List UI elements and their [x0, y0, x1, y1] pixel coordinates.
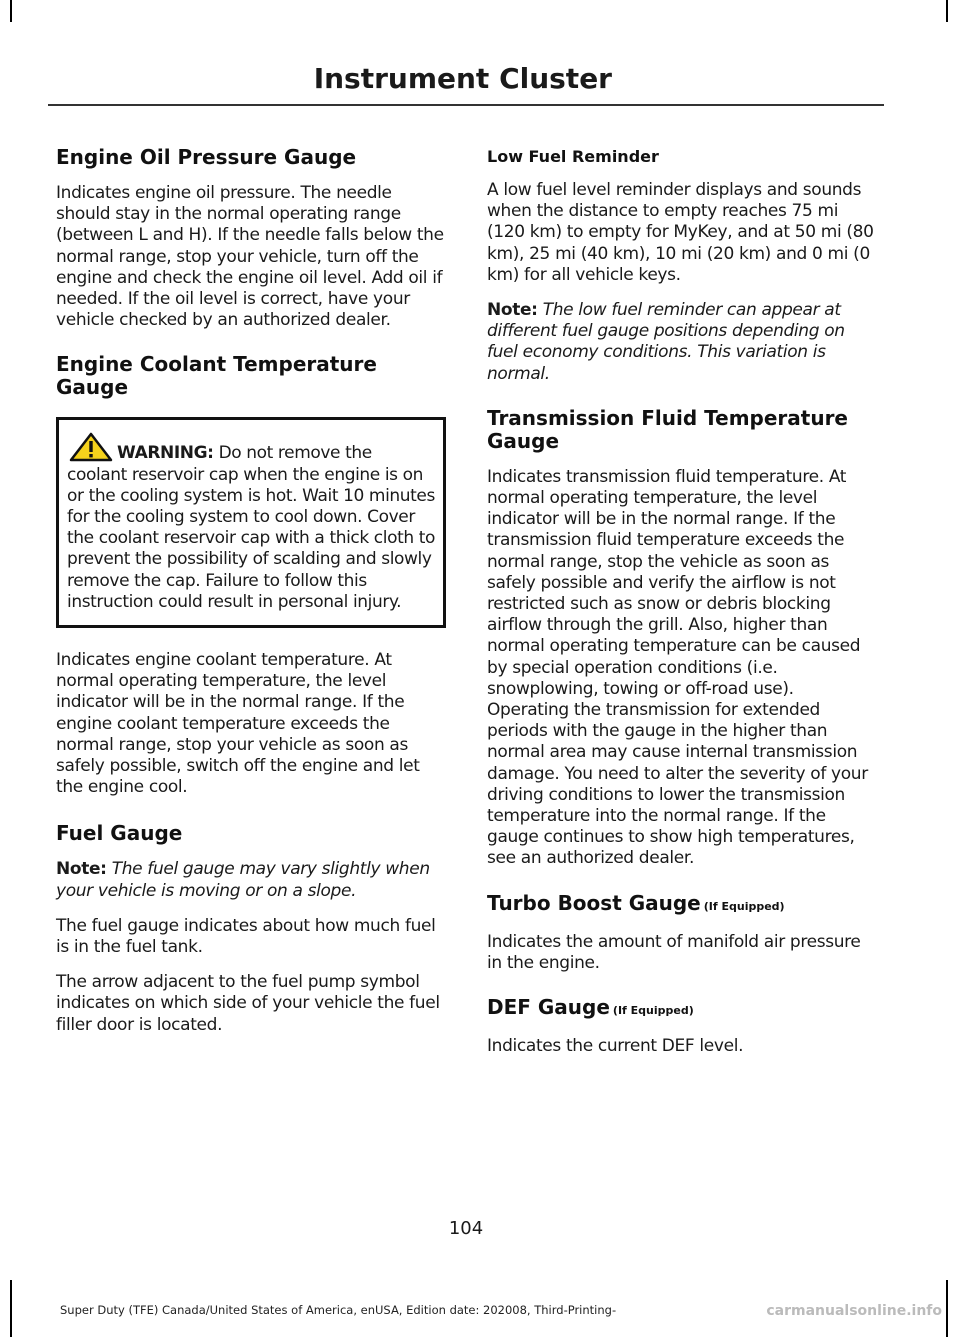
turbo-title: Turbo Boost Gauge: [487, 890, 701, 915]
oil-pressure-text: Indicates engine oil pressure. The needle should stay in the normal operating range (between L and H). If the needle falls below the normal range, stop your vehicle, turn off the engine and check the engine oil level. Add oil if needed. If the oil level is correct, have your vehicle checked by an authorized dealer.: [56, 183, 444, 331]
def-title: DEF Gauge: [487, 995, 610, 1020]
crop-mark-bottom-left: [10, 1280, 12, 1337]
def-text: Indicates the current DEF level.: [487, 1036, 744, 1057]
note-label: Note:: [56, 859, 107, 880]
turbo-heading: [487, 892, 877, 918]
note-text: The low fuel reminder can appear at different fuel gauge positions depending on fuel economy conditions. This variation is normal.: [487, 300, 845, 384]
transmission-heading: Transmission Fluid Temperature Gauge: [487, 405, 848, 453]
watermark: carmanualsonline.info: [766, 1303, 942, 1319]
low-fuel-heading: Low Fuel Reminder: [487, 147, 659, 166]
oil-pressure-heading: Engine Oil Pressure Gauge: [56, 145, 357, 169]
def-heading: [487, 996, 877, 1022]
fuel-gauge-text-2: The arrow adjacent to the fuel pump symbol indicates on which side of your vehicle the fuel filler door is located.: [56, 972, 440, 1035]
note-text: The fuel gauge may vary slightly when your vehicle is moving or on a slope.: [56, 859, 430, 901]
crop-mark-bottom-right: [946, 1280, 948, 1337]
warning-label: WARNING:: [117, 443, 214, 464]
coolant-text: Indicates engine coolant temperature. At normal operating temperature, the level indicator will be in the normal range. If the engine coolant temperature exceeds the normal range, stop your vehicle as soon as safely possible, switch off the engine and let the engine cool.: [56, 650, 420, 798]
low-fuel-note: [487, 300, 877, 385]
fuel-gauge-note: [56, 859, 446, 901]
turbo-equipped: (If Equipped): [703, 899, 785, 913]
right-column: [487, 146, 877, 1071]
footer-edition: Super Duty (TFE) Canada/United States of America, enUSA, Edition date: 202008, Third-Printing-: [60, 1303, 617, 1317]
transmission-text: Indicates transmission fluid temperature. At normal operating temperature, the level indicator will be in the normal range. If the transmission fluid temperature exceeds the normal range, stop the vehicle as soon as safely possible and verify the airflow is not restricted such as snow or debris blocking airflow through the grill. Also, higher than normal operating temperature can be caused by special operation conditions (i.e. snowplowing, towing or off-road use). Operating the transmission for extended periods with the gauge in the higher than normal area may cause internal transmission damage. You need to alter the severity of your driving conditions to lower the transmission temperature into the normal range. If the gauge continues to show high temperatures, see an authorized dealer.: [487, 466, 868, 869]
warning-text: Do not remove the coolant reservoir cap when the engine is on or the cooling system is hot. Wait 10 minutes for the cooling system to cool down. Cover the coolant reservoir cap with a thick cloth to prevent the possibility of scalding and slowly remove the cap. Failure to follow this instruction could result in personal injury.: [67, 443, 435, 612]
def-equipped: (If Equipped): [612, 1004, 694, 1018]
low-fuel-text: A low fuel level reminder displays and sounds when the distance to empty reaches 75 mi (120 km) to empty for MyKey, and at 50 mi (80 km), 25 mi (40 km), 10 mi (20 km) and 0 mi (0 km) for all vehicle keys.: [487, 180, 874, 285]
page-title: Instrument Cluster: [313, 62, 612, 95]
crop-mark-top-left: [10, 0, 12, 22]
left-column: [56, 146, 446, 1050]
coolant-warning: [67, 432, 435, 613]
coolant-heading: Engine Coolant Temperature Gauge: [56, 352, 377, 400]
turbo-text: Indicates the amount of manifold air pressure in the engine.: [487, 931, 861, 973]
header-divider: [48, 104, 884, 106]
coolant-warning-box: [56, 417, 446, 628]
fuel-gauge-text-1: The fuel gauge indicates about how much fuel is in the fuel tank.: [56, 915, 436, 958]
warning-triangle-icon: [69, 432, 113, 462]
crop-mark-top-right: [946, 0, 948, 22]
page-number: 104: [448, 1218, 484, 1239]
note-label: Note:: [487, 300, 538, 321]
fuel-gauge-heading: Fuel Gauge: [56, 821, 183, 846]
